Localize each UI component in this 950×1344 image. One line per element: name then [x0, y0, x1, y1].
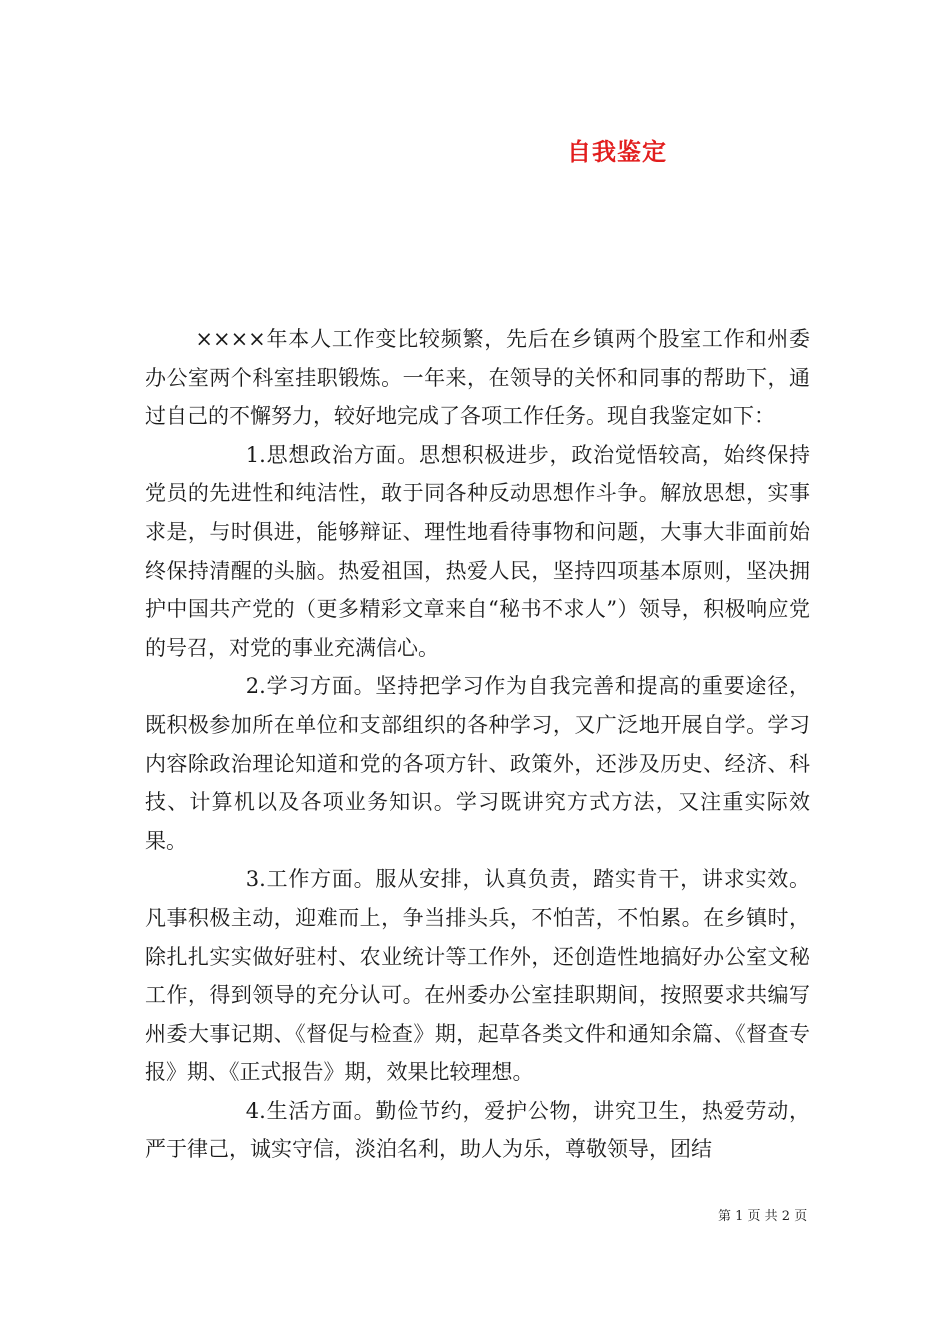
paragraph-life: 4.生活方面。勤俭节约，爱护公物，讲究卫生，热爱劳动，严于律己，诚实守信，淡泊名利，助人为乐，尊敬领导，团结: [145, 1098, 810, 1162]
paragraph-political: 1.思想政治方面。思想积极进步，政治觉悟较高，始终保持党员的先进性和纯洁性，敢于同各种反动思想作斗争。解放思想，实事求是，与时俱进，能够辩证、理性地看待事物和问题，大事大非面前始终保持清醒的头脑。热爱祖国，热爱人民，坚持四项基本原则，坚决拥护中国共产党的（更多精彩文章来自“秘书不求人”）领导，积极响应党的号召，对党的事业充满信心。: [145, 442, 810, 660]
page-footer: 第 1 页 共 2 页: [718, 1209, 808, 1224]
document-title: 自我鉴定: [567, 138, 667, 166]
document-body: [145, 320, 810, 1169]
paragraph-study: 2.学习方面。坚持把学习作为自我完善和提高的重要途径，既积极参加所在单位和支部组织的各种学习，又广泛地开展自学。学习内容除政治理论知道和党的各项方针、政策外，还涉及历史、经济、科技、计算机以及各项业务知识。学习既讲究方式方法，又注重实际效果。: [145, 674, 810, 853]
paragraph-work: 3.工作方面。服从安排，认真负责，踏实肯干，讲求实效。凡事积极主动，迎难而上，争当排头兵，不怕苦，不怕累。在乡镇时，除扎扎实实做好驻村、农业统计等工作外，还创造性地搞好办公室文秘工作，得到领导的充分认可。在州委办公室挂职期间，按照要求共编写州委大事记期、《督促与检查》期，起草各类文件和通知余篇、《督查专报》期、《正式报告》期，效果比较理想。: [145, 867, 810, 1085]
paragraph-intro: ××××年本人工作变比较频繁，先后在乡镇两个股室工作和州委办公室两个科室挂职锻炼。一年来，在领导的关怀和同事的帮助下，通过自己的不懈努力，较好地完成了各项工作任务。现自我鉴定如下：: [145, 327, 810, 429]
